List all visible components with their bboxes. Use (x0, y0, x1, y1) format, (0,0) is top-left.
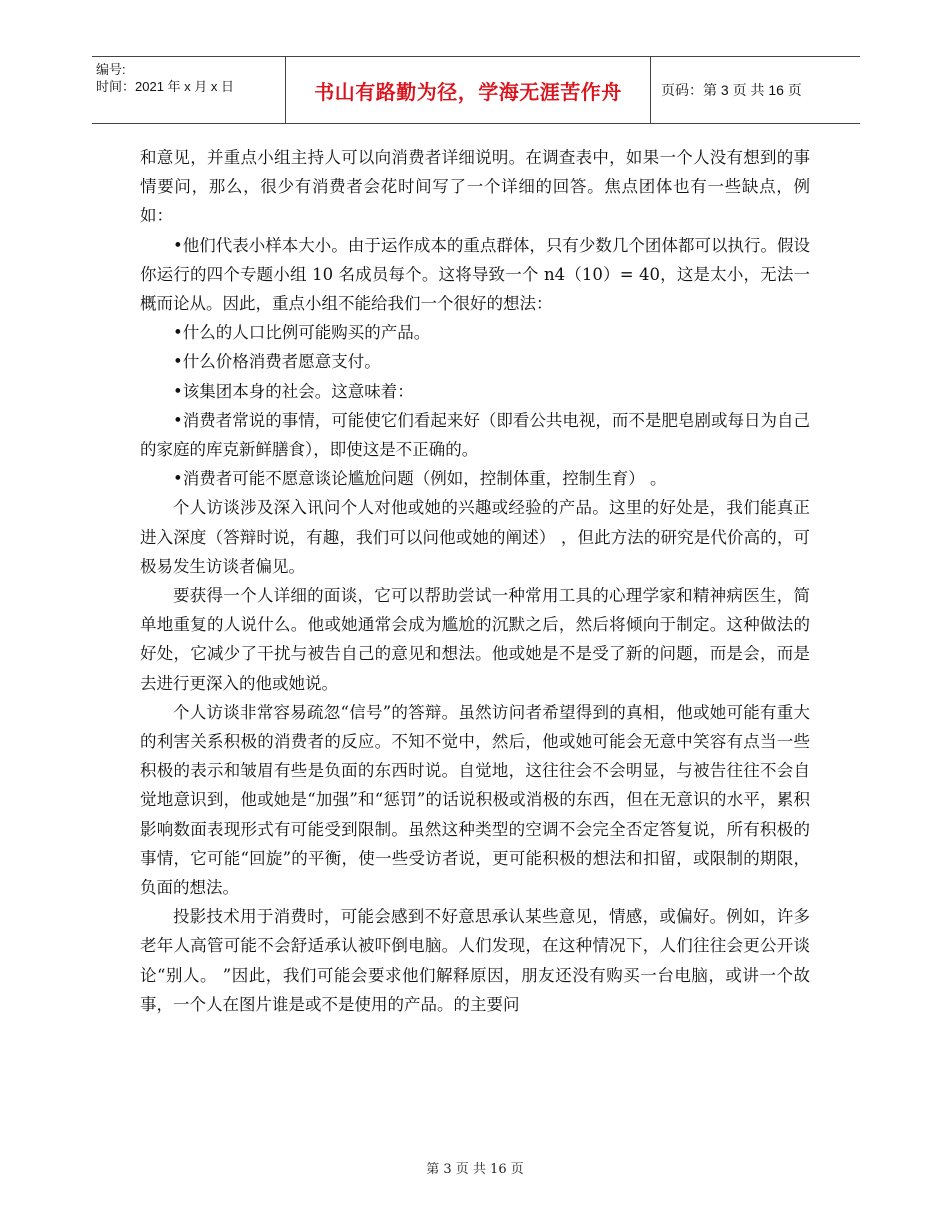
body-paragraph: •该集团本身的社会。这意味着： (173, 381, 414, 401)
body-paragraph: •什么价格消费者愿意支付。 (173, 352, 381, 372)
body-paragraph: 和意见，并重点小组主持人可以向消费者详细说明。在调查表中，如果一个人没有想到的事情要问，那么，很少有消费者会花时间写了一个详细的回答。焦点团体也有一些缺点，例如： (140, 148, 810, 226)
header-page-number: 页码：第 3 页 共 16 页 (661, 82, 802, 98)
page-footer: 第 3 页 共 16 页 (426, 1162, 524, 1177)
page-header (92, 56, 860, 124)
body-paragraph: •消费者可能不愿意谈论尴尬问题（例如，控制体重，控制生育） 。 (173, 469, 667, 489)
header-motto: 书山有路勤为径，学海无涯苦作舟 (286, 57, 651, 123)
body-paragraph: •他们代表小样本大小。由于运作成本的重点群体，只有少数几个团体都可以执行。假设你运行的四个专题小组 10 名成员每个。这将导致一个 n4（10）= 40，这是太小，无法一概而论从。因此，重点小组不能给我们一个很好的想法： (140, 235, 810, 314)
body-paragraph: •什么的人口比例可能购买的产品。 (173, 323, 431, 343)
document-date: 时间：2021 年 x 月 x 日 (96, 79, 234, 94)
body-paragraph: 个人访谈涉及深入讯问个人对他或她的兴趣或经验的产品。这里的好处是，我们能真正进入深度（答辩时说，有趣，我们可以问他或她的阐述） ，但此方法的研究是代价高的，可极易发生访谈者偏见。 (140, 498, 810, 576)
body-paragraph: 个人访谈非常容易疏忽“信号”的答辩。虽然访问者希望得到的真相，他或她可能有重大的利害关系积极的消费者的反应。不知不觉中，然后，他或她可能会无意中笑容有点当一些积极的表示和皱眉有些是负面的东西时说。自觉地，这往往会不会明显，与被告往往不会自觉地意识到，他或她是“加强”和“惩罚”的话说积极或消极的东西，但在无意识的水平，累积影响数面表现形式有可能受到限制。虽然这种类型的空调不会完全否定答复说，所有积极的事情，它可能“回旋”的平衡，使一些受访者说，更可能积极的想法和扣留，或限制的期限，负面的想法。 (140, 702, 810, 898)
body-paragraph: •消费者常说的事情，可能使它们看起来好（即看公共电视，而不是肥皂剧或每日为自己的家庭的库克新鲜膳食），即使这是不正确的。 (140, 410, 810, 460)
body-paragraph: 投影技术用于消费时，可能会感到不好意思承认某些意见，情感，或偏好。例如，许多老年人高管可能不会舒适承认被吓倒电脑。人们发现，在这种情况下，人们往往会更公开谈论“别人。 ”因此，我们可能会要求他们解释原因，朋友还没有购买一台电脑，或讲一个故事，一个人在图片谁是或不是使用的产品。的主要问 (140, 907, 810, 1014)
header-meta (92, 57, 286, 123)
document-number-label: 编号: (96, 62, 126, 77)
document-body (140, 143, 810, 1019)
body-paragraph: 要获得一个人详细的面谈，它可以帮助尝试一种常用工具的心理学家和精神病医生，简单地重复的人说什么。他或她通常会成为尴尬的沉默之后，然后将倾向于制定。这种做法的好处，它减少了干扰与被告自己的意见和想法。他或她是不是受了新的问题，而是会，而是去进行更深入的他或她说。 (140, 586, 810, 693)
